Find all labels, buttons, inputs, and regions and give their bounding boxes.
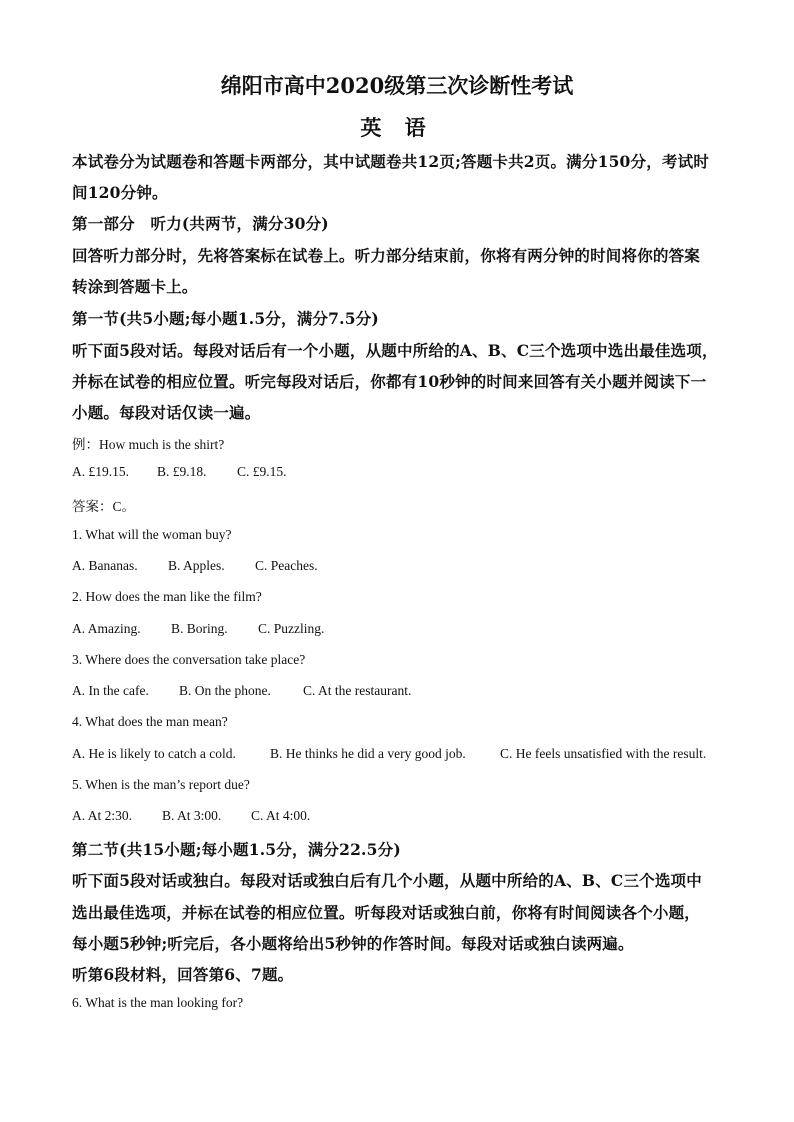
section2-desc-1: 听下面5段对话或独白。每段对话或独白后有几个小题，从题中所给的A、B、C三个选项中 bbox=[72, 871, 702, 890]
q4-option-a: A. He is likely to catch a cold. bbox=[72, 746, 236, 761]
question-4-options bbox=[72, 746, 706, 762]
example-question: 例：How much is the shirt? bbox=[72, 437, 225, 452]
section1-desc-3: 小题。每段对话仅读一遍。 bbox=[72, 403, 261, 422]
intro-line-2: 间120分钟。 bbox=[72, 183, 168, 202]
subject-title: 英 语 bbox=[360, 115, 434, 140]
q4-option-c: C. He feels unsatisfied with the result. bbox=[500, 746, 707, 761]
section1-desc-2: 并标在试卷的相应位置。听完每段对话后，你都有10秒钟的时间来回答有关小题并阅读下一 bbox=[72, 372, 707, 391]
example-option-a: A. £19.15. bbox=[72, 464, 129, 479]
q5-option-c: C. At 4:00. bbox=[251, 808, 311, 823]
question-5-options bbox=[72, 808, 310, 824]
example-answer: 答案：C。 bbox=[72, 499, 136, 514]
example-option-b: B. £9.18. bbox=[157, 464, 207, 479]
q1-option-a: A. Bananas. bbox=[72, 558, 138, 573]
part1-heading: 第一部分 听力(共两节，满分30分) bbox=[72, 214, 329, 233]
question-2-options bbox=[72, 621, 324, 637]
question-3: 3. Where does the conversation take place? bbox=[72, 652, 306, 667]
part1-desc-2: 转涂到答题卡上。 bbox=[72, 277, 198, 296]
section1-desc-1: 听下面5段对话。每段对话后有一个小题，从题中所给的A、B、C三个选项中选出最佳选项， bbox=[72, 341, 718, 360]
question-6: 6. What is the man looking for? bbox=[72, 995, 244, 1010]
q3-option-b: B. On the phone. bbox=[179, 683, 271, 698]
q5-option-b: B. At 3:00. bbox=[162, 808, 222, 823]
intro-line-1: 本试卷分为试题卷和答题卡两部分，其中试题卷共12页;答题卡共2页。满分150分，考试时 bbox=[72, 152, 710, 171]
q1-option-c: C. Peaches. bbox=[255, 558, 318, 573]
q5-option-a: A. At 2:30. bbox=[72, 808, 133, 823]
question-1: 1. What will the woman buy? bbox=[72, 527, 232, 542]
example-options bbox=[72, 464, 287, 480]
question-2: 2. How does the man like the film? bbox=[72, 589, 262, 604]
section2-desc-3: 每小题5秒钟;听完后，各小题将给出5秒钟的作答时间。每段对话或独白读两遍。 bbox=[72, 934, 634, 953]
example-option-c: C. £9.15. bbox=[237, 464, 287, 479]
q3-option-a: A. In the cafe. bbox=[72, 683, 149, 698]
q2-option-a: A. Amazing. bbox=[72, 621, 141, 636]
q2-option-c: C. Puzzling. bbox=[258, 621, 325, 636]
exam-title: 绵阳市高中2020级第三次诊断性考试 bbox=[220, 73, 574, 98]
q4-option-b: B. He thinks he did a very good job. bbox=[270, 746, 466, 761]
question-5: 5. When is the man’s report due? bbox=[72, 777, 250, 792]
question-1-options bbox=[72, 558, 318, 574]
q2-option-b: B. Boring. bbox=[171, 621, 228, 636]
q3-option-c: C. At the restaurant. bbox=[303, 683, 412, 698]
section2-desc-2: 选出最佳选项，并标在试卷的相应位置。听每段对话或独白前，你将有时间阅读各个小题， bbox=[72, 903, 701, 922]
section1-heading: 第一节(共5小题;每小题1.5分，满分7.5分) bbox=[72, 309, 379, 328]
question-4: 4. What does the man mean? bbox=[72, 714, 228, 729]
question-3-options bbox=[72, 683, 411, 699]
section2-heading: 第二节(共15小题;每小题1.5分，满分22.5分) bbox=[72, 840, 401, 859]
material-6-instruction: 听第6段材料，回答第6、7题。 bbox=[72, 965, 294, 984]
q1-option-b: B. Apples. bbox=[168, 558, 225, 573]
part1-desc-1: 回答听力部分时，先将答案标在试卷上。听力部分结束前，你将有两分钟的时间将你的答案 bbox=[72, 246, 701, 265]
